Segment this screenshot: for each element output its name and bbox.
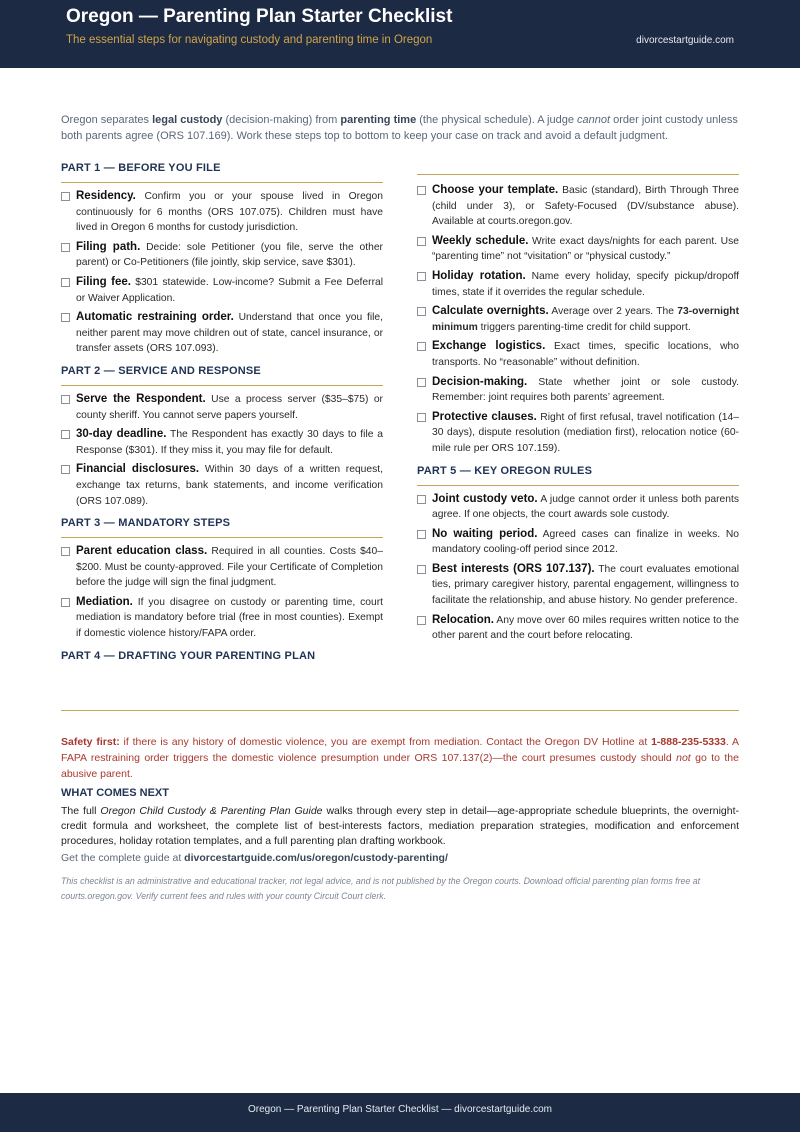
item-text: $301 statewide. Low-income? Submit a Fee Deferral or Waiver Application.: [76, 276, 384, 304]
checkbox[interactable]: [417, 413, 426, 422]
guide-link[interactable]: divorcestartguide.com/us/oregon/custody-parenting/: [184, 852, 448, 864]
item-label: Financial disclosures.: [76, 463, 200, 476]
checklist-item-parent-education[interactable]: [61, 544, 383, 591]
checklist-item-holiday-rotation[interactable]: [417, 269, 739, 300]
checklist-item-exchange-logistics[interactable]: [417, 339, 739, 370]
part-4-divider: [417, 174, 739, 175]
item-text: Name every holiday, specify pickup/dropoff times, state if it overrides the regular schedule.: [432, 270, 739, 298]
item-label: 30-day deadline.: [76, 428, 167, 441]
item-text: triggers parenting-time credit for child support.: [477, 321, 691, 333]
item-label: Best interests (ORS 107.137).: [432, 562, 595, 575]
checkbox[interactable]: [61, 430, 70, 439]
item-label: Filing path.: [76, 240, 141, 253]
checklist-item-financial-disclosures[interactable]: [61, 462, 383, 509]
next-text: walks through every step in detail—age-appropriate schedule blueprints, the overnight-credit formula and worksheet, the complete list of best-interests factors, mediation preparation strategies, modification and enforcement procedures, holiday rotation templates, and a full parenting plan drafting workbook.: [61, 805, 739, 847]
item-text: Any move over 60 miles requires written notice to the other parent and the court before relocating.: [432, 614, 739, 642]
item-label: Parent education class.: [76, 545, 208, 558]
checklist-item-choose-template[interactable]: [417, 183, 739, 230]
item-text: Decide: sole Petitioner (you file, serve the other parent) or Co-Petitioners (file jointly, skip service, save $301).: [76, 241, 383, 269]
checkbox[interactable]: [61, 313, 70, 322]
header-site-link[interactable]: divorcestartguide.com: [636, 35, 734, 46]
safety-text: if there is any history of domestic violence, you are exempt from mediation. Contact the Oregon DV Hotline at: [119, 736, 652, 748]
checklist-item-residency[interactable]: [61, 189, 383, 236]
intro-text: (decision-making) from: [222, 114, 341, 126]
item-text: A judge cannot order it unless both parents agree. If one objects, the court awards sole custody.: [432, 493, 740, 521]
checklist-item-calculate-overnights[interactable]: [417, 304, 739, 335]
item-label: Mediation.: [76, 595, 133, 608]
item-text: Write exact days/nights for each parent. Use “parenting time” not “visitation” or “physical custody.”: [432, 235, 739, 263]
item-text: Right of first refusal, travel notification (14–30 days), dispute resolution (mediation first), relocation notice (60-mile rule per ORS 107.159).: [432, 411, 739, 454]
item-text: If you disagree on custody or parenting time, court mediation is mandatory before trial (free in most counties). Exempt if domestic violence history/FAPA order.: [76, 596, 383, 640]
part-3-title: PART 3 — MANDATORY STEPS: [61, 517, 383, 538]
footer-text: Oregon — Parenting Plan Starter Checklist — divorcestartguide.com: [247, 1104, 553, 1115]
what-comes-next-text: [61, 804, 739, 849]
item-label: Automatic restraining order.: [76, 311, 234, 324]
part-4-title: PART 4 — DRAFTING YOUR PARENTING PLAN: [61, 649, 316, 662]
item-label: No waiting period.: [432, 527, 538, 540]
checkbox[interactable]: [61, 192, 70, 201]
intro-emphasis: cannot: [577, 114, 611, 126]
page-subtitle: The essential steps for navigating custody and parenting time in Oregon: [66, 34, 433, 46]
dv-hotline-number[interactable]: 1-888-235-5333: [651, 736, 726, 748]
checklist-item-filing-fee[interactable]: [61, 275, 383, 306]
right-column: [417, 162, 739, 648]
safety-heading: Safety first:: [61, 736, 120, 748]
checkbox[interactable]: [417, 616, 426, 625]
checklist-item-best-interests[interactable]: [417, 562, 739, 609]
item-text: Agreed cases can finalize in weeks. No mandatory cooling-off period since 2012.: [432, 528, 739, 556]
item-text: The court evaluates emotional ties, primary caregiver history, parental engagement, willingness to facilitate the relationship, and abuse history. No gender preference.: [432, 563, 739, 607]
item-text: Confirm you or your spouse lived in Oregon continuously for 6 months (ORS 107.075). Children must have lived in Oregon 6 months for custody jurisdiction.: [76, 191, 383, 234]
part-5-title: PART 5 — KEY OREGON RULES: [417, 465, 739, 486]
guide-title: Oregon Child Custody & Parenting Plan Guide: [100, 805, 323, 817]
checklist-item-serve-respondent[interactable]: [61, 392, 383, 423]
checkbox[interactable]: [61, 395, 70, 404]
item-text: Basic (standard), Birth Through Three (child under 3), or Safety-Focused (DV/substance abuse). Available at courts.oregon.gov.: [432, 185, 739, 228]
item-label: Weekly schedule.: [432, 234, 529, 247]
page-title: Oregon — Parenting Plan Starter Checklist: [66, 6, 453, 27]
checklist-item-decision-making[interactable]: [417, 375, 739, 406]
section-divider: [61, 710, 739, 711]
item-text: Required in all counties. Costs $40–$200. Must be county-approved. File your Certificate of Completion before the judge will sign the final judgment.: [76, 546, 383, 589]
page-footer: [0, 1093, 800, 1132]
intro-paragraph: [61, 112, 739, 144]
get-guide-line: [61, 852, 739, 864]
checklist-item-weekly-schedule[interactable]: [417, 234, 739, 265]
item-label: Calculate overnights.: [432, 305, 549, 318]
item-label: Serve the Respondent.: [76, 392, 206, 405]
item-text: Understand that once you file, neither parent may move children out of state, cancel insurance, or transfer assets (ORS 107.093).: [76, 312, 383, 355]
checklist-item-restraining-order[interactable]: [61, 310, 383, 357]
checklist-item-protective-clauses[interactable]: [417, 410, 739, 457]
checkbox[interactable]: [417, 272, 426, 281]
checkbox[interactable]: [417, 495, 426, 504]
item-label: Protective clauses.: [432, 410, 537, 423]
checkbox[interactable]: [61, 598, 70, 607]
item-label: Relocation.: [432, 613, 494, 626]
checklist-item-30-day-deadline[interactable]: [61, 427, 383, 458]
checkbox[interactable]: [61, 547, 70, 556]
checklist-item-filing-path[interactable]: [61, 240, 383, 271]
safety-text: go to the abusive parent.: [61, 752, 739, 780]
item-label: Joint custody veto.: [432, 492, 538, 505]
next-text: The full: [61, 805, 101, 817]
item-text: Within 30 days of a written request, exchange tax returns, bank statements, and income verification (ORS 107.089).: [76, 464, 384, 507]
intro-text: (the physical schedule). A judge: [416, 114, 578, 126]
checklist-item-relocation[interactable]: [417, 613, 739, 644]
get-guide-text: Get the complete guide at: [61, 852, 185, 864]
item-text: State whether joint or sole custody. Remember: joint requires both parents’ agreement.: [432, 376, 739, 404]
item-label: Choose your template.: [432, 184, 559, 196]
checkbox[interactable]: [61, 243, 70, 252]
checkbox[interactable]: [61, 465, 70, 474]
page-header: [0, 0, 800, 68]
checkbox[interactable]: [417, 307, 426, 316]
intro-text: order joint custody unless both parents agree (ORS 107.169). Work these steps top to bottom to keep your case on track and avoid a default judgment.: [61, 114, 738, 142]
checkbox[interactable]: [417, 186, 426, 195]
checkbox[interactable]: [61, 278, 70, 287]
item-text: Use a process server ($35–$75) or county sheriff. You cannot serve papers yourself.: [76, 393, 383, 421]
checkbox[interactable]: [417, 342, 426, 351]
intro-term-legal-custody: legal custody: [152, 114, 223, 126]
item-label: Residency.: [76, 190, 136, 202]
safety-emphasis: not: [676, 752, 691, 764]
checkbox[interactable]: [417, 378, 426, 387]
item-emphasis: 73-overnight minimum: [432, 306, 740, 333]
what-comes-next-heading: WHAT COMES NEXT: [61, 787, 169, 799]
item-label: Filing fee.: [76, 275, 132, 288]
item-text: Average over 2 years. The: [551, 306, 678, 318]
checklist-item-mediation[interactable]: [61, 595, 383, 642]
part-2-title: PART 2 — SERVICE AND RESPONSE: [61, 365, 383, 386]
checkbox[interactable]: [417, 565, 426, 574]
intro-term-parenting-time: parenting time: [340, 114, 417, 126]
disclaimer: This checklist is an administrative and educational tracker, not legal advice, and is not published by the Oregon courts. Download official parenting plan forms free at courts.oregon.gov. Verify current fees and rules with your county Circuit Court clerk.: [61, 876, 701, 901]
checklist-item-joint-custody-veto[interactable]: [417, 492, 739, 523]
item-text: Exact times, specific locations, who transports. No “reasonable” without definition.: [432, 341, 739, 368]
part-1-title: PART 1 — BEFORE YOU FILE: [61, 162, 383, 183]
item-text: The Respondent has exactly 30 days to file a Response ($301). If they miss it, you may file for default.: [76, 429, 383, 456]
left-column: [61, 162, 383, 676]
safety-notice: [61, 734, 739, 782]
safety-text: . A FAPA restraining order triggers the domestic violence presumption under ORS 107.137(2)—the court presumes custody should: [61, 736, 739, 764]
checkbox[interactable]: [417, 237, 426, 246]
checklist-item-no-waiting-period[interactable]: [417, 527, 739, 558]
checkbox[interactable]: [417, 530, 426, 539]
intro-text: Oregon separates: [61, 114, 153, 126]
item-label: Decision-making.: [432, 375, 528, 388]
item-label: Exchange logistics.: [432, 340, 546, 353]
item-label: Holiday rotation.: [432, 269, 526, 282]
